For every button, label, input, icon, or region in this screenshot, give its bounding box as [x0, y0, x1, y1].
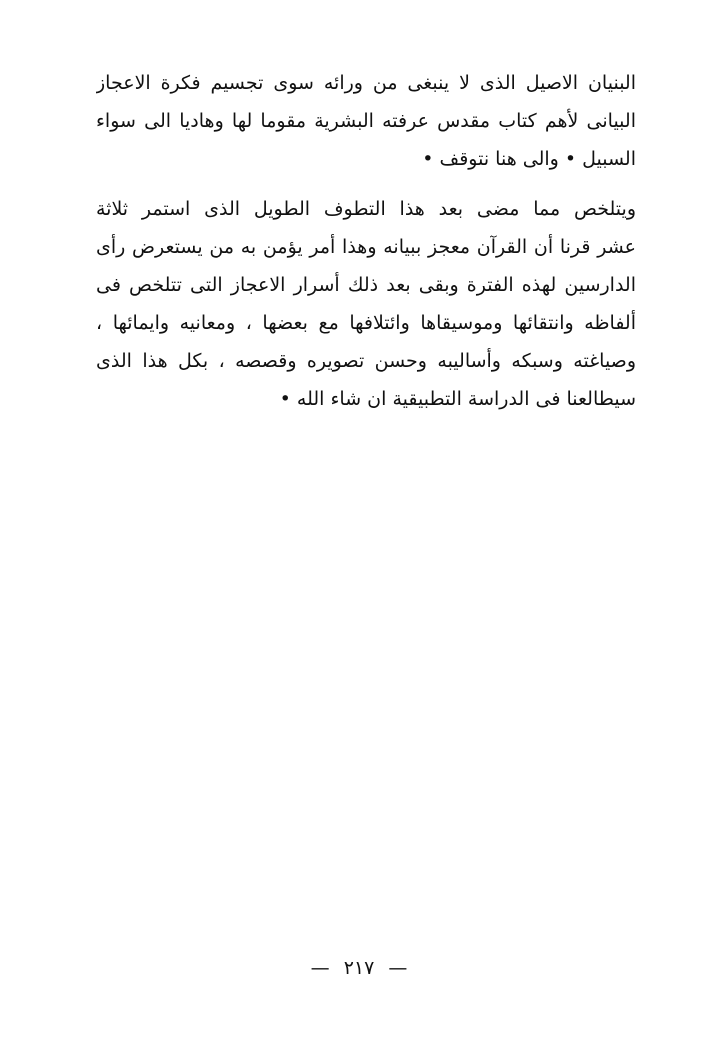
page-footer	[0, 953, 718, 983]
text-line: سيطالعنا فى الدراسة التطبيقية ان شاء الله •	[279, 388, 636, 410]
paragraph-2	[96, 190, 636, 418]
page-number: ٢١٧	[343, 957, 375, 979]
text-line: وصياغته وسبكه وأساليبه وحسن تصويره وقصصه ، بكل هذا الذى	[96, 350, 636, 372]
text-line: البيانى لأهم كتاب مقدس عرفته البشرية مقوما لها وهاديا الى سواء	[96, 110, 636, 132]
text-line: ويتلخص مما مضى بعد هذا التطوف الطويل الذى استمر ثلاثة	[96, 198, 636, 220]
text-line: عشر قرنا أن القرآن معجز ببيانه وهذا أمر يؤمن به من يستعرض رأى	[96, 236, 636, 258]
footer-dash-left: —	[310, 957, 330, 979]
text-line: البنيان الاصيل الذى لا ينبغى من ورائه سوى تجسيم فكرة الاعجاز	[96, 72, 636, 94]
text-line: ألفاظه وانتقائها وموسيقاها وائتلافها مع بعضها ، ومعانيه وايمائها ،	[96, 312, 636, 334]
text-line: الدارسين لهذه الفترة وبقى بعد ذلك أسرار الاعجاز التى تتلخص فى	[96, 274, 636, 296]
footer-dash-right: —	[388, 957, 408, 979]
text-line: السبيل • والى هنا نتوقف •	[422, 148, 636, 170]
paragraph-1	[96, 64, 636, 178]
